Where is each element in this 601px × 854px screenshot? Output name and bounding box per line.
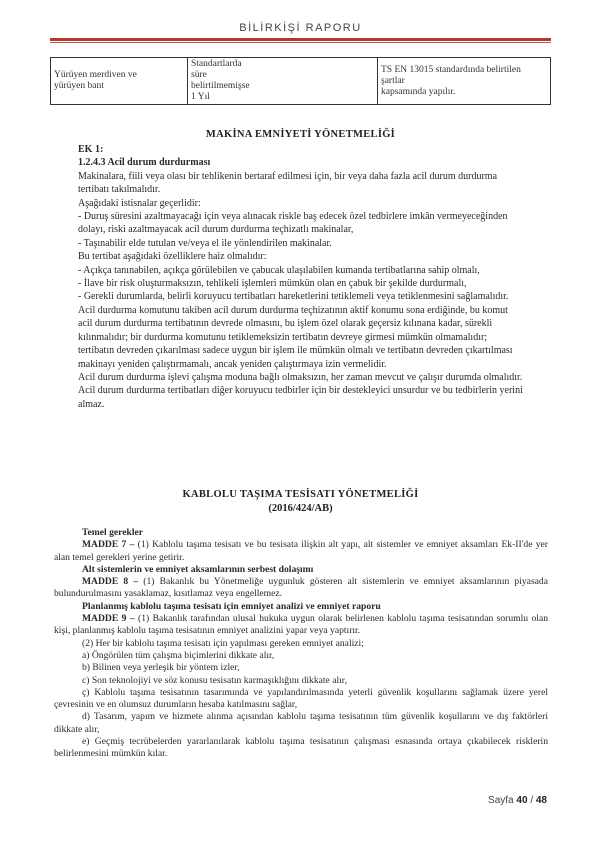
page-label: Sayfa (488, 795, 514, 806)
heading-safety-analysis: Planlanmış kablolu taşıma tesisatı için emniyet analizi ve emniyet raporu (82, 600, 381, 612)
annex-label: EK 1: (78, 144, 104, 155)
heading-free-movement: Alt sistemlerin ve emniyet aksamlarının serbest dolaşımı (82, 563, 314, 575)
paragraph: Acil durum durdurma tertibatları diğer koruyucu tedbirler için bir destekleyici unsurdur ve bu tedbirlerin yerini almaz. (78, 385, 523, 410)
paragraph: - Gerekli durumlarda, belirli koruyucu tertibatları hareketlerini tetiklemeli veya tetiklenmesini sağlamalıdır. (78, 291, 509, 303)
paragraph: Acil durum durdurma işlevi çalışma moduna bağlı olmaksızın, her zaman mevcut ve çalışır durumda olmalıdır. (78, 371, 523, 383)
maintenance-table (50, 57, 551, 105)
page-current: 40 (516, 795, 528, 806)
header-rule-thick (50, 38, 551, 41)
paragraph: - Taşınabilir elde tutulan ve/veya el ile yönlendirilen makinalar. (78, 237, 332, 249)
article-7-text: (1) Kablolu taşıma tesisatı ve bu tesisata ilişkin alt yapı, alt sistemler ve emniyet aksamları Ek-II'de yer alan temel gerekleri yerine getirir. (54, 539, 548, 563)
section1-subtitle: 1.2.4.3 Acil durum durdurması (78, 157, 211, 169)
paragraph: - İlave bir risk oluşturmaksızın, tehlikeli işlemleri mümkün olan en çabuk bir şekilde durdurmalı, (78, 278, 467, 290)
list-item: ç) Kablolu taşıma tesisatının tasarımında ve yapılandırılmasında yeterli güvenlik koşullarını sağlamak üzere yerel çevresinin ve en olumsuz durumların hesaba katılmasını sağlar, (54, 686, 548, 711)
report-header-title: BİLİRKİŞİ RAPORU (239, 22, 362, 34)
table-cell-standard: TS EN 13015 standardında belirtilen şartlar kapsamında yapılır. (378, 58, 551, 105)
article-8-label: MADDE 8 – (82, 576, 139, 588)
list-item: c) Son teknolojiyi ve söz konusu tesisatın karmaşıklığını dikkate alır, (82, 674, 347, 686)
paragraph: Makinalara, fiili veya olası bir tehlikenin bertaraf edilmesi için, bir veya daha fazla acil durum durdurma tertibatı takılmalıdır. (78, 170, 498, 196)
article-7 (54, 539, 548, 564)
page-separator: / (530, 795, 534, 806)
header-rule-thin (50, 42, 551, 43)
table-cell-period: Standartlarda süre belirtilmemişse 1 Yıl (188, 58, 378, 105)
list-item: b) Bilinen veya yerleşik bir yöntem izler, (82, 662, 240, 674)
list-item: d) Tasarım, yapım ve hizmete alınma açısından kablolu taşıma tesisatının tüm güvenlik koşullarını ve dış faktörleri dikkate alır, (54, 711, 548, 735)
section2-title: KABLOLU TAŞIMA TESİSATI YÖNETMELİĞİ (182, 489, 419, 500)
paragraph: Acil durdurma komutunu takiben acil durum durdurma teçhizatının aktif konumu sona erdiğinde, bu komut acil durum durdurma tertibatının devrede olmasını, bu işlem özel olarak geçersiz kılınana kadar, sürekli kılınmalıdır; bir durdurma komutunu tetiklemeksizin tertibatın devreye girmesi mümkün olmamalıdır; tertibatın devreden çıkarılması sadece uygun bir işlem ile mümkün olmalı ve tertibatın devreden çıkartılması makinayı yeniden çalıştırmamalı, ancak yeniden çalıştırmaya izin vermelidir. (78, 304, 513, 370)
paragraph: Aşağıdaki istisnalar geçerlidir: (78, 197, 201, 209)
article-8 (54, 576, 548, 601)
table-row (51, 58, 551, 105)
table-cell-equipment: Yürüyen merdiven ve yürüyen bant (51, 58, 188, 105)
article-9-para-2: (2) Her bir kablolu taşıma tesisatı için yapılması gereken emniyet analizi; (82, 637, 364, 649)
list-item: e) Geçmiş tecrübelerden yararlanılarak kablolu taşıma tesisatının çalışması esnasında ortaya çıkabilecek risklerin belirlenmesini mümkün kılar. (54, 736, 548, 760)
article-9-text: (1) Bakanlık tarafından ulusal hukuka uygun olarak belirlenen kablolu taşıma tesisatından sorumlu olan kişi, planlanmış kablolu taşıma tesisatının emniyet analizini yapar veya yaptırır. (54, 613, 548, 637)
article-8-text: (1) Bakanlık bu Yönetmeliğe uygunluk gösteren alt sistemlerin ve emniyet aksamlarının piyasada bulundurulmasını yasaklamaz, kısıtlamaz veya engellemez. (54, 576, 548, 600)
heading-basic-requirements: Temel gerekler (82, 527, 144, 538)
page-total: 48 (535, 795, 547, 806)
article-9 (54, 613, 548, 638)
article-7-label: MADDE 7 – (82, 539, 135, 551)
section2-subtitle: (2016/424/AB) (268, 503, 333, 514)
article-9-label: MADDE 9 – (82, 613, 135, 625)
paragraph: - Açıkça tanınabilen, açıkça görülebilen ve çabucak ulaşılabilen kumanda tertibatlarına sahip olmalı, (78, 264, 480, 276)
paragraph: - Duruş süresini azaltmayacağı için veya alınacak riskle baş edecek özel tedbirlere imkân vermeyeceğinden dolayı, riski azaltmayacak acil durum durdurma teçhizatlı makinalar, (78, 211, 508, 236)
section1-body (78, 143, 523, 411)
section2-body (54, 527, 548, 761)
page-number (488, 795, 547, 806)
section1-title: MAKİNA EMNİYETİ YÖNETMELİĞİ (205, 129, 396, 140)
paragraph: Bu tertibat aşağıdaki özelliklere haiz olmalıdır: (78, 251, 267, 263)
list-item: a) Öngörülen tüm çalışma biçimlerini dikkate alır, (82, 649, 275, 661)
